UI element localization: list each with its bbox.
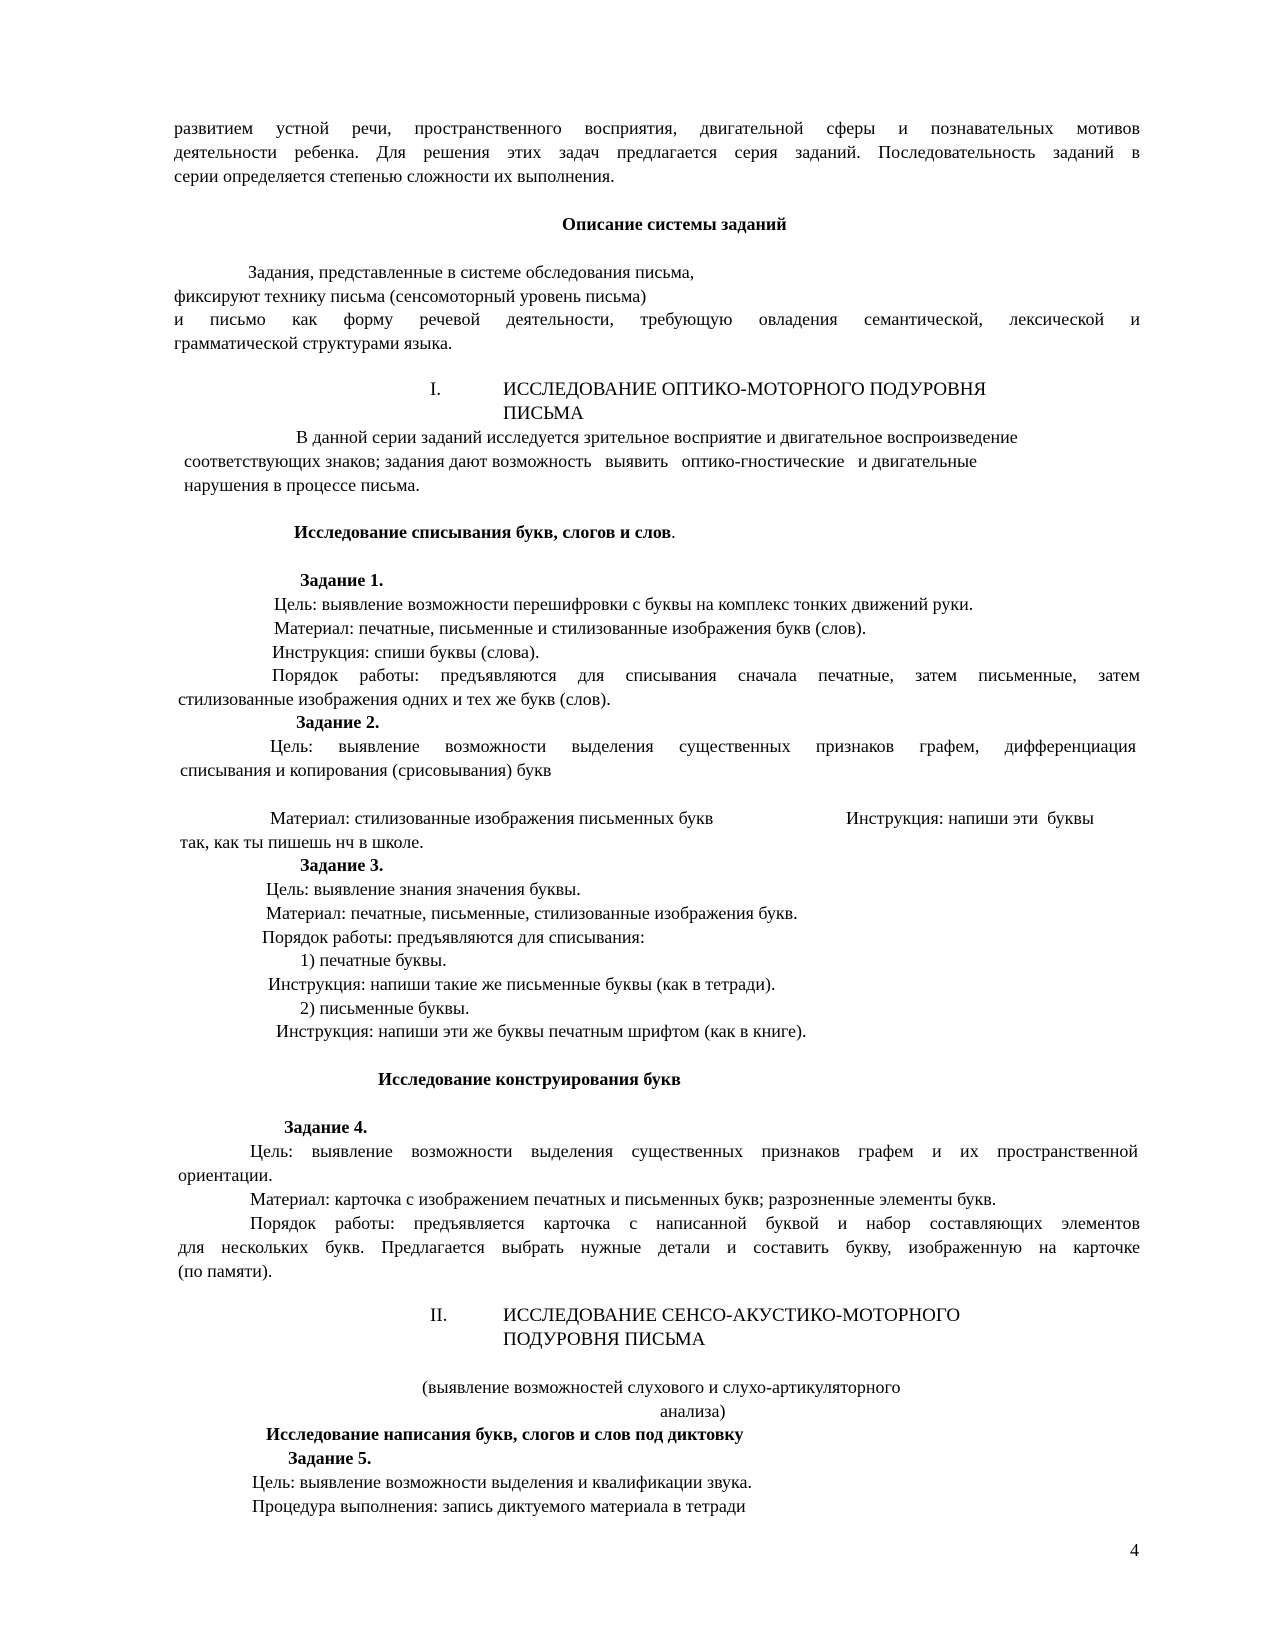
system-line-4: грамматической структурами языка. xyxy=(174,333,453,353)
task4-procedure-line1: Порядок работы: предъявляется карточка с написанной буквой и набор составляющих элементов xyxy=(250,1213,1140,1233)
section1-intro-line2: соответствующих знаков; задания дают возможность выявить оптико-гностические и двигательные xyxy=(184,451,978,471)
task1-procedure-line2: стилизованные изображения одних и тех же букв (слов). xyxy=(178,689,611,709)
task2-material: Материал: стилизованные изображения письменных букв xyxy=(270,808,714,828)
task5-title: Задание 5. xyxy=(288,1448,372,1468)
subsection2-title: Исследование конструирования букв xyxy=(378,1069,681,1089)
intro-line-1: развитием устной речи, пространственного восприятия, двигательной сферы и познавательных мотивов xyxy=(174,118,1140,138)
task4-title: Задание 4. xyxy=(284,1117,368,1137)
task5-procedure: Процедура выполнения: запись диктуемого материала в тетради xyxy=(252,1496,746,1516)
section1-title-line1: ИССЛЕДОВАНИЕ ОПТИКО-МОТОРНОГО ПОДУРОВНЯ xyxy=(503,379,987,400)
subsection1-title: Исследование списывания букв, слогов и слов xyxy=(294,522,672,542)
section2-title-line1: ИССЛЕДОВАНИЕ СЕНСО-АКУСТИКО-МОТОРНОГО xyxy=(503,1305,961,1326)
task2-instruction-line2: так, как ты пишешь нч в школе. xyxy=(180,832,424,852)
subsection1-heading xyxy=(294,520,676,544)
task2-instruction: Инструкция: напиши эти буквы xyxy=(846,808,1094,828)
task2-goal-line2: списывания и копирования (срисовывания) букв xyxy=(180,760,552,780)
task5-goal: Цель: выявление возможности выделения и квалификации звука. xyxy=(252,1472,752,1492)
task1-procedure-line1: Порядок работы: предъявляются для списывания сначала печатные, затем письменные, затем xyxy=(272,665,1140,685)
task2-goal-line1: Цель: выявление возможности выделения существенных признаков графем, дифференциация xyxy=(270,736,1136,756)
system-line-1: Задания, представленные в системе обследования письма, xyxy=(248,262,695,282)
intro-line-3: серии определяется степенью сложности их выполнения. xyxy=(174,166,615,186)
subsection1-title-dot: . xyxy=(671,522,676,542)
section2-note-line1: (выявление возможностей слухового и слухо-артикуляторного xyxy=(422,1377,901,1397)
task4-goal-line1: Цель: выявление возможности выделения существенных признаков графем и их пространственной xyxy=(250,1141,1138,1161)
task4-goal-line2: ориентации. xyxy=(178,1165,273,1185)
task3-material: Материал: печатные, письменные, стилизованные изображения букв. xyxy=(266,903,798,923)
section2-subsection-title: Исследование написания букв, слогов и слов под диктовку xyxy=(266,1424,744,1444)
system-line-2: фиксируют технику письма (сенсомоторный уровень письма) xyxy=(174,286,647,306)
system-line-3: и письмо как форму речевой деятельности, требующую овладения семантической, лексической и xyxy=(174,309,1140,329)
section1-intro-line1: В данной серии заданий исследуется зрительное восприятие и двигательное воспроизведение xyxy=(296,427,1018,447)
task3-goal: Цель: выявление знания значения буквы. xyxy=(266,879,581,899)
task1-title: Задание 1. xyxy=(300,570,384,590)
section1-intro-line3: нарушения в процессе письма. xyxy=(184,475,420,495)
section1-numeral: I. xyxy=(430,379,442,400)
task3-item2: 2) письменные буквы. xyxy=(300,998,470,1018)
task4-procedure-line3: (по памяти). xyxy=(178,1261,273,1281)
task1-material: Материал: печатные, письменные и стилизованные изображения букв (слов). xyxy=(274,618,867,638)
section2-title-line2: ПОДУРОВНЯ ПИСЬМА xyxy=(503,1329,706,1350)
task3-title: Задание 3. xyxy=(300,855,384,875)
page-number: 4 xyxy=(1130,1540,1139,1560)
section2-numeral: II. xyxy=(430,1305,448,1326)
section1-title-line2: ПИСЬМА xyxy=(503,403,584,424)
section2-note-line2: анализа) xyxy=(660,1401,726,1421)
task3-instruction1: Инструкция: напиши такие же письменные буквы (как в тетради). xyxy=(268,974,776,994)
task4-procedure-line2: для нескольких букв. Предлагается выбрать нужные детали и составить букву, изображенную на карточке xyxy=(178,1237,1140,1257)
task3-procedure: Порядок работы: предъявляются для списывания: xyxy=(262,927,645,947)
task4-material: Материал: карточка с изображением печатных и письменных букв; разрозненные элементы букв. xyxy=(250,1189,997,1209)
system-section-title: Описание системы заданий xyxy=(562,214,787,234)
intro-line-2: деятельности ребенка. Для решения этих задач предлагается серия заданий. Последовательность заданий в xyxy=(174,142,1140,162)
task3-instruction2: Инструкция: напиши эти же буквы печатным шрифтом (как в книге). xyxy=(276,1021,807,1041)
task1-goal: Цель: выявление возможности перешифровки с буквы на комплекс тонких движений руки. xyxy=(274,594,974,614)
task2-title: Задание 2. xyxy=(296,712,380,732)
task1-instruction: Инструкция: спиши буквы (слова). xyxy=(272,642,540,662)
task3-item1: 1) печатные буквы. xyxy=(300,950,447,970)
